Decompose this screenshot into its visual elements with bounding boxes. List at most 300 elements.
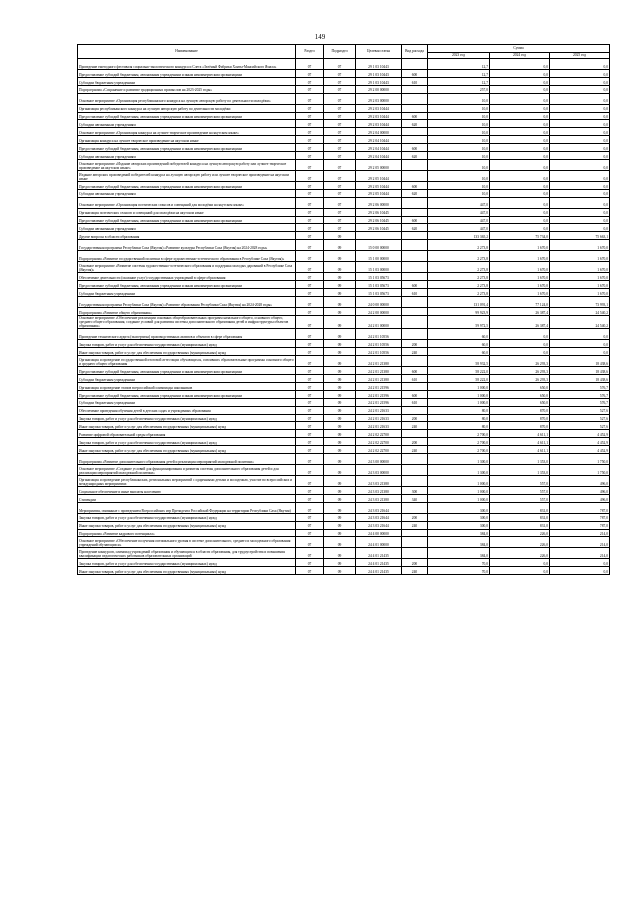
table-row [78, 315, 610, 329]
cell-sec: 07 [296, 216, 324, 224]
cell-sec: 07 [296, 414, 324, 422]
cell-kind [402, 170, 428, 181]
table-row [78, 216, 610, 224]
cell-name: Другие вопросы в области образования [78, 232, 296, 240]
cell-sec: 07 [296, 144, 324, 152]
table-row [78, 136, 610, 144]
cell-sec: 07 [296, 422, 324, 430]
cell-v3: 0,0 [550, 85, 610, 93]
cell-sec: 07 [296, 128, 324, 136]
cell-name: Субсидии бюджетным учреждениям [78, 398, 296, 406]
table-row [78, 537, 610, 548]
cell-cs: 24 2 01 21596 [356, 382, 402, 390]
cell-name: Предоставление субсидий бюджетным, автономным учреждениям и иным некоммерческим организациям [78, 181, 296, 189]
cell-kind [402, 93, 428, 104]
cell-name: Основное мероприятие «Создание условий для функционирования и развития системы дополнительного образования детей и для реализации мероприятий молодежной политики» [78, 465, 296, 476]
cell-v2: 0,0 [490, 329, 550, 340]
header-kind: Вид расхода [402, 45, 428, 59]
cell-kind [402, 159, 428, 170]
cell-cs: 24 2 01 21633 [356, 422, 402, 430]
table-row [78, 487, 610, 495]
cell-cs [356, 232, 402, 240]
cell-v3: 0,0 [550, 181, 610, 189]
table-row [78, 85, 610, 93]
cell-cs: 24 2 01 10556 [356, 340, 402, 348]
cell-v2: 1 670,0 [490, 289, 550, 297]
cell-sec: 07 [296, 446, 324, 454]
cell-cs: 29 2 03 00000 [356, 93, 402, 104]
cell-v3: 75 663,1 [550, 232, 610, 240]
table-row [78, 289, 610, 297]
cell-v3: 214,0 [550, 548, 610, 559]
cell-cs: 24 2 01 10556 [356, 348, 402, 356]
cell-v3: 0,0 [550, 348, 610, 356]
cell-v1: 10,0 [428, 170, 490, 181]
cell-cs: 15 1 03 00000 [356, 262, 402, 273]
budget-table [77, 44, 610, 575]
cell-name: Основное мероприятие «Обеспечение получения оптимального уровня в системе дополнительного, среднего и молодежного образования учреждений обучающихся» [78, 537, 296, 548]
cell-v2: 650,0 [490, 398, 550, 406]
cell-sec: 07 [296, 208, 324, 216]
cell-v2: 26 293,3 [490, 375, 550, 383]
cell-v3: 787,0 [550, 502, 610, 513]
cell-v1: 60,0 [428, 348, 490, 356]
table-row [78, 307, 610, 315]
table-row [78, 232, 610, 240]
header-year-2024: 2024 год [490, 53, 550, 59]
cell-v3: 1 750,0 [550, 454, 610, 465]
cell-kind [402, 273, 428, 281]
cell-v1: 70,0 [428, 567, 490, 575]
cell-sec: 07 [296, 104, 324, 112]
cell-sec: 07 [296, 494, 324, 502]
cell-kind [402, 128, 428, 136]
cell-cs: 24 2 01 10556 [356, 329, 402, 340]
cell-cs: 24 3 03 21380 [356, 494, 402, 502]
table-row [78, 181, 610, 189]
cell-cs: 29 2 03 10444 [356, 120, 402, 128]
cell-sub: 07 [324, 216, 356, 224]
table-row [78, 367, 610, 375]
table-row [78, 251, 610, 262]
cell-kind [402, 329, 428, 340]
cell-kind: 200 [402, 438, 428, 446]
cell-kind: 200 [402, 340, 428, 348]
cell-kind [402, 136, 428, 144]
cell-v3: 787,0 [550, 521, 610, 529]
cell-kind: 610 [402, 398, 428, 406]
cell-v1: 1 000,0 [428, 398, 490, 406]
cell-cs: 24 3 03 00000 [356, 465, 402, 476]
cell-cs: 24 2 01 00000 [356, 315, 402, 329]
cell-cs: 29 2 04 10444 [356, 152, 402, 160]
cell-cs: 24 3 03 21644 [356, 513, 402, 521]
cell-v3: 4 452,9 [550, 438, 610, 446]
cell-v3: 18 438,6 [550, 367, 610, 375]
table-row [78, 382, 610, 390]
cell-kind: 600 [402, 112, 428, 120]
table-row [78, 375, 610, 383]
cell-v2: 1 670,0 [490, 281, 550, 289]
table-row [78, 398, 610, 406]
cell-sec: 07 [296, 398, 324, 406]
cell-kind [402, 406, 428, 414]
table-row [78, 128, 610, 136]
table-row [78, 144, 610, 152]
cell-sec: 07 [296, 348, 324, 356]
cell-cs: 24 3 03 21644 [356, 502, 402, 513]
cell-v3: 4 452,9 [550, 430, 610, 438]
cell-v3: 0,0 [550, 170, 610, 181]
cell-name: Подпрограмма «Развитие общего образования» [78, 307, 296, 315]
table-row [78, 77, 610, 85]
cell-v1: 384,0 [428, 548, 490, 559]
cell-v3: 0,0 [550, 208, 610, 216]
cell-sec: 07 [296, 197, 324, 208]
cell-name: Иные закупки товаров, работ и услуг для обеспечения государственных (муниципальных) нужд [78, 446, 296, 454]
cell-kind: 610 [402, 375, 428, 383]
cell-v2: 0,0 [490, 216, 550, 224]
cell-sec: 07 [296, 281, 324, 289]
table-row [78, 567, 610, 575]
cell-v1: 257,0 [428, 85, 490, 93]
cell-v2: 4 611,1 [490, 438, 550, 446]
cell-name: Закупка товаров, работ и услуг для обеспечения государственных (муниципальных) нужд [78, 438, 296, 446]
cell-name: Субсидии автономным учреждениям [78, 224, 296, 232]
cell-sec: 07 [296, 93, 324, 104]
cell-name: Субсидии бюджетным учреждениям [78, 375, 296, 383]
cell-name: Основное мероприятие «Обеспечение реализации основных общеобразовательных программ начального общего, основного общего, среднего общего образования, создание условий для развития системы дополнительного образования детей и инфраструктуры объектов образования» [78, 315, 296, 329]
cell-kind [402, 208, 428, 216]
cell-name: Организация и проведение этапов всероссийской олимпиады школьников [78, 382, 296, 390]
cell-name: Организация конкурса на лучшее творческое произведение на якутском языке [78, 136, 296, 144]
cell-kind [402, 502, 428, 513]
cell-sub: 09 [324, 232, 356, 240]
cell-v3: 0,0 [550, 136, 610, 144]
cell-name: Предоставление субсидий бюджетным, автономным учреждениям и иным некоммерческим организациям [78, 367, 296, 375]
cell-sub: 07 [324, 170, 356, 181]
cell-name: Проведение технического аудита (экспертизы) производственных активов и объектов в сфере образования [78, 329, 296, 340]
table-row [78, 296, 610, 307]
cell-name: Мероприятия, связанные с проведением Всероссийских игр Президента Российской Федерации на территории Республики Саха (Якутия) [78, 502, 296, 513]
cell-name: Субсидии автономным учреждениям [78, 120, 296, 128]
cell-kind: 620 [402, 120, 428, 128]
cell-v3: 0,0 [550, 77, 610, 85]
cell-name: Основное мероприятие «Организация поэтических сеансов и совещаний для молодёжи на якутском языке» [78, 197, 296, 208]
cell-v2: 870,0 [490, 406, 550, 414]
cell-name: Основное мероприятие «Организация конкурса на лучшее творческое произведение на якутском языке» [78, 128, 296, 136]
cell-cs: 29 2 06 10445 [356, 208, 402, 216]
cell-kind: 600 [402, 144, 428, 152]
cell-v2: 0,0 [490, 224, 550, 232]
cell-v2: 870,0 [490, 414, 550, 422]
table-row [78, 170, 610, 181]
cell-name: Издание авторских произведений победителей конкурса на лучшую авторскую работу или лучшее творческое произведение на якутском языке [78, 170, 296, 181]
cell-cs: 15 1 03 05673 [356, 289, 402, 297]
cell-v1: 131 091,4 [428, 296, 490, 307]
cell-cs: 29 1 03 10443 [356, 59, 402, 70]
cell-kind: 200 [402, 559, 428, 567]
table-row [78, 189, 610, 197]
cell-cs: 24 2 01 21633 [356, 414, 402, 422]
cell-v3: 4 452,9 [550, 446, 610, 454]
cell-v1: 2 273,8 [428, 281, 490, 289]
cell-kind: 240 [402, 567, 428, 575]
cell-sec: 07 [296, 120, 324, 128]
cell-v3: 496,0 [550, 476, 610, 487]
cell-v2: 226,0 [490, 548, 550, 559]
cell-kind [402, 476, 428, 487]
table-row [78, 521, 610, 529]
cell-cs: 24 2 02 22700 [356, 438, 402, 446]
cell-v3: 0,0 [550, 93, 610, 104]
cell-sub: 09 [324, 315, 356, 329]
cell-v1: 10,0 [428, 120, 490, 128]
cell-sec: 07 [296, 240, 324, 251]
header-year-2023: 2023 год [428, 53, 490, 59]
table-row [78, 494, 610, 502]
cell-cs: 24 4 01 21435 [356, 567, 402, 575]
cell-v1: 1 000,0 [428, 382, 490, 390]
table-row [78, 348, 610, 356]
cell-v1: 58 222,0 [428, 375, 490, 383]
cell-cs: 29 2 00 00000 [356, 85, 402, 93]
cell-v2: 1 670,0 [490, 240, 550, 251]
cell-cs: 24 4 01 21435 [356, 559, 402, 567]
cell-cs: 29 2 05 10444 [356, 189, 402, 197]
cell-v2: 26 293,3 [490, 367, 550, 375]
cell-cs: 24 4 00 00000 [356, 529, 402, 537]
cell-sub: 09 [324, 438, 356, 446]
cell-name: Предоставление субсидий бюджетным, автономным учреждениям и иным некоммерческим организациям [78, 390, 296, 398]
cell-v1: 2 700,0 [428, 446, 490, 454]
table-row [78, 465, 610, 476]
cell-sub: 07 [324, 104, 356, 112]
cell-v1: 12,7 [428, 77, 490, 85]
cell-v2: 4 611,1 [490, 446, 550, 454]
cell-v2: 0,0 [490, 170, 550, 181]
cell-sub: 09 [324, 537, 356, 548]
cell-v2: 557,0 [490, 487, 550, 495]
cell-name: Предоставление субсидий бюджетным, автономным учреждениям и иным некоммерческим организациям [78, 281, 296, 289]
header-subsection: Подраздел [324, 45, 356, 59]
cell-sec: 07 [296, 232, 324, 240]
cell-v2: 0,0 [490, 104, 550, 112]
cell-kind: 600 [402, 390, 428, 398]
cell-v3: 0,0 [550, 128, 610, 136]
cell-cs: 24 2 00 00000 [356, 307, 402, 315]
cell-kind [402, 240, 428, 251]
table-row [78, 70, 610, 78]
cell-sub: 09 [324, 476, 356, 487]
cell-name: Основное мероприятие «Издание авторских произведений победителей конкурса на лучшую авторскую работу или лучшее творческое произведение на якутском языке» [78, 159, 296, 170]
cell-v2: 650,0 [490, 390, 550, 398]
cell-sub: 07 [324, 128, 356, 136]
cell-cs: 29 2 06 10445 [356, 224, 402, 232]
cell-v3: 0,0 [550, 329, 610, 340]
cell-sub: 07 [324, 93, 356, 104]
cell-sub: 09 [324, 487, 356, 495]
cell-kind: 600 [402, 181, 428, 189]
cell-sec: 07 [296, 159, 324, 170]
cell-v1: 10,0 [428, 144, 490, 152]
cell-sec: 07 [296, 262, 324, 273]
header-target: Целевая статья [356, 45, 402, 59]
cell-name: Проведение ежегодного фестиваля социально-экологического конкурса и Слета «Зелёный Фабрики Ханты-Мансийского Ямала» [78, 59, 296, 70]
cell-sub: 09 [324, 548, 356, 559]
cell-sec: 07 [296, 77, 324, 85]
cell-kind [402, 197, 428, 208]
cell-sub: 09 [324, 430, 356, 438]
cell-cs: 29 2 03 10444 [356, 104, 402, 112]
table-row [78, 414, 610, 422]
cell-kind [402, 315, 428, 329]
cell-sec: 07 [296, 329, 324, 340]
cell-kind [402, 307, 428, 315]
cell-v1: 2 700,0 [428, 430, 490, 438]
cell-v1: 133 365,2 [428, 232, 490, 240]
cell-sub: 09 [324, 329, 356, 340]
table-row [78, 104, 610, 112]
cell-name: Организация и проведение республиканских, региональных мероприятий с одаренными детьми и молодежью, участие во всероссийских и международных мероприятиях [78, 476, 296, 487]
cell-sec: 07 [296, 375, 324, 383]
cell-sub: 09 [324, 273, 356, 281]
cell-kind [402, 262, 428, 273]
cell-sec: 07 [296, 136, 324, 144]
cell-kind: 620 [402, 224, 428, 232]
cell-sub: 07 [324, 197, 356, 208]
cell-v2: 226,0 [490, 537, 550, 548]
cell-v3: 1 670,0 [550, 289, 610, 297]
cell-v1: 1 000,0 [428, 487, 490, 495]
cell-v2: 870,0 [490, 422, 550, 430]
cell-sub: 09 [324, 414, 356, 422]
cell-cs: 29 2 05 10444 [356, 170, 402, 181]
cell-sub: 09 [324, 502, 356, 513]
cell-v3: 0,0 [550, 559, 610, 567]
table-row [78, 59, 610, 70]
cell-sub: 09 [324, 465, 356, 476]
cell-v1: 384,0 [428, 529, 490, 537]
table-row [78, 446, 610, 454]
cell-v1: 60,0 [428, 329, 490, 340]
cell-v2: 0,0 [490, 181, 550, 189]
cell-cs: 24 2 02 22700 [356, 430, 402, 438]
cell-v1: 10,0 [428, 189, 490, 197]
cell-kind: 240 [402, 521, 428, 529]
cell-v1: 2 700,0 [428, 438, 490, 446]
cell-sec: 07 [296, 430, 324, 438]
cell-kind: 610 [402, 289, 428, 297]
cell-v1: 447,0 [428, 224, 490, 232]
cell-v3: 576,7 [550, 390, 610, 398]
cell-name: Субсидии автономным учреждениям [78, 189, 296, 197]
cell-cs: 24 4 01 21435 [356, 548, 402, 559]
cell-v3: 787,0 [550, 513, 610, 521]
table-row [78, 548, 610, 559]
cell-v3: 0,0 [550, 340, 610, 348]
cell-v1: 447,0 [428, 208, 490, 216]
cell-kind [402, 296, 428, 307]
cell-sec: 07 [296, 315, 324, 329]
cell-sub: 07 [324, 70, 356, 78]
cell-kind [402, 85, 428, 93]
cell-v2: 0,0 [490, 70, 550, 78]
cell-kind [402, 430, 428, 438]
cell-v3: 0,0 [550, 189, 610, 197]
cell-sub: 09 [324, 340, 356, 348]
cell-sub: 09 [324, 296, 356, 307]
cell-sec: 07 [296, 513, 324, 521]
cell-sub: 09 [324, 356, 356, 367]
cell-name: Предоставление субсидий бюджетным, автономным учреждениям и иным некоммерческим организациям [78, 144, 296, 152]
cell-cs: 29 2 05 00000 [356, 159, 402, 170]
cell-sec: 07 [296, 487, 324, 495]
cell-v1: 58 222,0 [428, 367, 490, 375]
cell-kind: 240 [402, 446, 428, 454]
cell-name: Развитие цифровой образовательной среды образования [78, 430, 296, 438]
cell-v3: 214,0 [550, 529, 610, 537]
cell-sec: 07 [296, 367, 324, 375]
cell-cs: 29 2 06 00000 [356, 197, 402, 208]
cell-v1: 12,7 [428, 70, 490, 78]
cell-v3: 1 670,0 [550, 240, 610, 251]
cell-name: Закупка товаров, работ и услуг для обеспечения государственных (муниципальных) нужд [78, 513, 296, 521]
cell-kind: 240 [402, 348, 428, 356]
cell-sub: 09 [324, 262, 356, 273]
cell-cs: 24 3 03 21644 [356, 521, 402, 529]
cell-v3: 73 993,1 [550, 296, 610, 307]
cell-cs: 24 3 00 00000 [356, 454, 402, 465]
cell-v2: 1 670,0 [490, 273, 550, 281]
cell-name: Закупка товаров, работ и услуг для обеспечения государственных (муниципальных) нужд [78, 559, 296, 567]
cell-sub: 09 [324, 307, 356, 315]
cell-sec: 07 [296, 112, 324, 120]
cell-kind [402, 454, 428, 465]
cell-v1: 300,0 [428, 513, 490, 521]
cell-cs: 29 1 03 10443 [356, 70, 402, 78]
cell-sub: 09 [324, 398, 356, 406]
cell-sec: 07 [296, 529, 324, 537]
cell-kind: 340 [402, 494, 428, 502]
cell-v3: 527,6 [550, 406, 610, 414]
cell-kind: 600 [402, 367, 428, 375]
cell-v1: 10,0 [428, 93, 490, 104]
cell-v1: 2 273,8 [428, 240, 490, 251]
cell-sub: 09 [324, 422, 356, 430]
cell-sec: 07 [296, 296, 324, 307]
cell-v2: 1 670,0 [490, 251, 550, 262]
cell-kind: 610 [402, 77, 428, 85]
cell-sec: 07 [296, 224, 324, 232]
cell-cs: 24 0 00 00000 [356, 296, 402, 307]
cell-kind [402, 548, 428, 559]
cell-sub: 07 [324, 152, 356, 160]
cell-cs: 15 1 03 05673 [356, 281, 402, 289]
cell-kind: 600 [402, 216, 428, 224]
cell-cs: 24 3 03 21380 [356, 476, 402, 487]
cell-name: Закупка товаров, работ и услуг для обеспечения государственных (муниципальных) нужд [78, 414, 296, 422]
cell-v3: 0,0 [550, 216, 610, 224]
cell-kind: 200 [402, 414, 428, 422]
table-row [78, 273, 610, 281]
table-row [78, 120, 610, 128]
cell-sec: 07 [296, 502, 324, 513]
cell-sub: 09 [324, 367, 356, 375]
header-sum: Сумма [428, 45, 610, 53]
cell-v1: 80,0 [428, 406, 490, 414]
cell-sub: 07 [324, 77, 356, 85]
